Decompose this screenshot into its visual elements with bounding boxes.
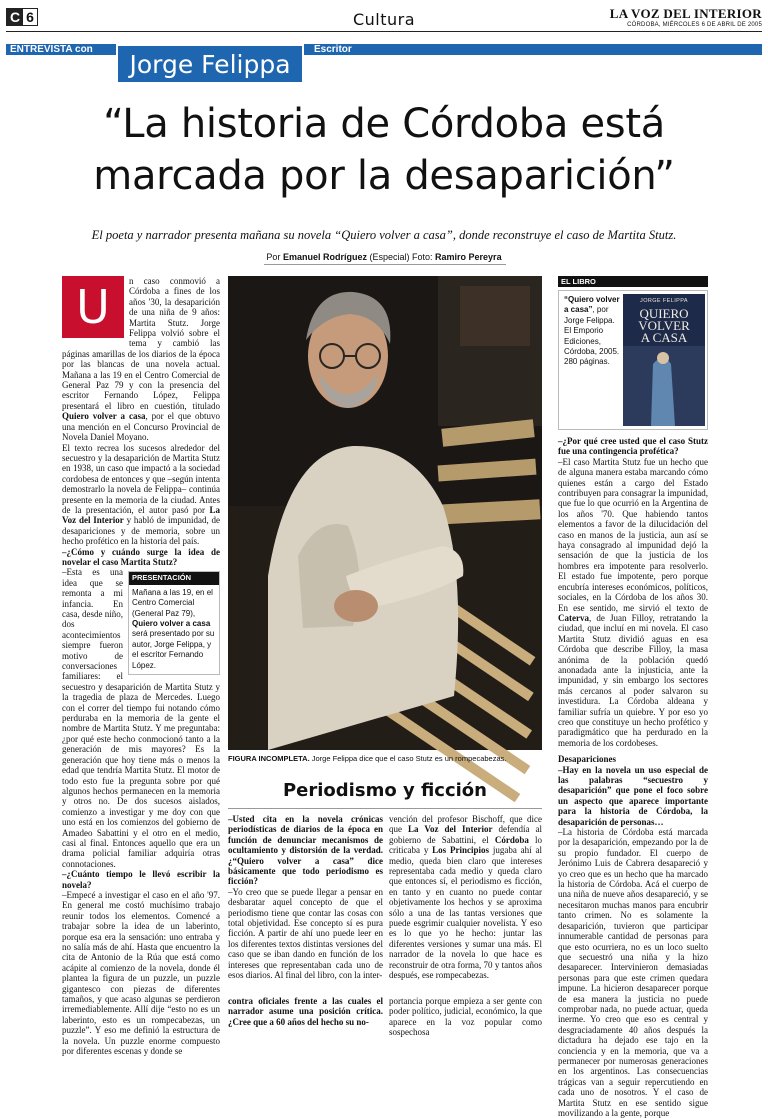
role-label: Escritor	[314, 44, 352, 55]
answer: –Yo creo que se puede llegar a pensar en desbaratar aquel concepto de que el periodismo tiene que contar las cosas con total objetividad. Ese concepto sí es pura ficción. A partir de ahí uno puede leer en los diferentes textos distintas versiones del caso que se iban dando en función de los intereses que representaban cada uno de esos diarios. Al final del libro, con la inter-	[228, 886, 383, 981]
article-column-3	[389, 814, 543, 981]
headline-line-1: “La historia de Córdoba está	[103, 101, 665, 147]
question: –Usted cita en la novela crónicas periodísticas de diarios de la época en función de denunciar mecanismos de ocultamiento y distorsión de la verdad. ¿“Quiero volver a casa” dice básicamente que todo periodismo es ficción?	[228, 814, 383, 887]
issue-date: CÓRDOBA, MIÉRCOLES 6 DE ABRIL DE 2005	[627, 22, 762, 28]
cover-title: QUIERO VOLVER A CASA	[638, 306, 690, 345]
section-title: Cultura	[352, 10, 416, 29]
article-column-3-bottom	[389, 996, 542, 1038]
byline-author: Emanuel Rodríguez	[282, 252, 367, 262]
byline-rule	[264, 264, 506, 265]
presentation-box	[128, 571, 220, 675]
book-details: “Quiero volver a casa”, por Jorge Felippa. El Emporio Ediciones, Córdoba, 2005. 280 páginas.	[564, 295, 620, 367]
paper-logo	[610, 6, 762, 28]
caption-label: FIGURA INCOMPLETA.	[228, 754, 310, 763]
question: –¿Cuánto tiempo le llevó escribir la novela?	[62, 869, 220, 890]
presentation-body: Mañana a las 19, en el Centro Comercial (General Paz 79), Quiero volver a casa será presentado por su autor, Jorge Felippa, y el escritor Fernando López.	[132, 587, 215, 670]
headline-line-2: marcada por la desaparición”	[93, 153, 675, 199]
answer: –El caso Martita Stutz fue un hecho que de alguna manera estaba marcando cómo quienes están a cargo del Estado contribuyen para consagrar la impunidad, que fue lo que ocurrió en la Argentina de los años '70. Que habiendo tantos elementos a favor de la dilucidación del caso en manos de la justicia, aun así se haya consagrado al impunidad dejó la sensación de que la justicia de los hombres era impotente para resolverlo. El estado fue impotente, pero porque encubría intereses económicos, políticos, sociales, en la Córdoba de los años 30. En ese sentido, me sirvió el texto de Caterva, de Juan Filloy, retratando la ciudad, que incluí en mi novela. El caso Martita Stutz dividió aguas en esa Córdoba que describe Filloy, la masa anónima de la población quedó anonadada ante la injusticia, ante la impunidad, y sin embargo los sectores más cercanos al poder salvaron su investidura. La Córdoba aldeana y familiar sufría un quiebre. Y por eso yo creo que constituye un hecho profético y paradigmático que ha perdurado en la memoria de los cordobeses.	[558, 456, 708, 748]
book-box-header: EL LIBRO	[558, 276, 708, 287]
question: contra oficiales frente a las cuales el narrador asume una posición crítica. ¿Cree que a 60 años del hecho su no-	[228, 996, 383, 1027]
portrait-illustration	[228, 276, 542, 750]
answer: vención del profesor Bischoff, que dice que La Voz del Interior defendía al gobierno de Sabattini, el Córdoba lo criticaba y Los Principios jugaba ahí al medio, queda bien claro que intereses representaba cada medio y queda claro que entonces sí, el periodismo es ficción, en tanto y en cuanto no puede contar objetivamente los hechos y se aproxima sólo a una de las tantas versiones que puede esgrimir cualquier novelista. Y eso es lo que yo he hecho: juntar las diferentes versiones y sumar una más. El narrador de la novela lo que hace es reconstruir de otra forma, 70 y tantos años después, ese rompecabezas.	[389, 814, 543, 981]
drop-cap: U	[62, 276, 124, 338]
paper-name: LA VOZ DEL INTERIOR	[609, 6, 762, 21]
answer: portancia porque empieza a ser gente con poder político, judicial, económico, la que aparece en la voz popular como sospechosa	[389, 996, 542, 1038]
answer: –La historia de Córdoba está marcada por la desaparición, empezando por la de su propio fundador. El cuerpo de Jerónimo Luis de Cabrera desapareció y yo creo que es un hecho que ha marcado la historia de Córdoba. Acá el cuerpo de una niña de nueve años desapareció, y se necesitaron muchas manos para encubrir tanto crimen. No es solamente la desaparición, tuvieron que participar innumerable cantidad de personas para que esto ocurriera, no es un loco suelto que secuestró una niña y la hizo desaparecer. Intervinieron demasiadas personas para que este crimen quedara impune. La hicieron desaparecer porque de esa manera la justicia no puede comprobar nada, no puede actuar, queda inerme. Yo creo que eso es central y desgraciadamente 40 años después la dictadura ha dejado ese tajo en la conciencia y en la memoria, que va a permanecer por numerosas generaciones en los argentinos. Las consecuencias trágicas van a seguir repercutiendo en cada uno de nosotros. Y el caso de Martita Stutz en ese sentido sigue movilizando a la gente, porque	[558, 827, 708, 1118]
question: –Hay en la novela un uso especial de las palabras “secuestro y desaparición” que pone el foco sobre un aspecto que aparece importante para la historia de Córdoba, la desaparición de personas…	[558, 764, 708, 827]
article-column-2-bottom	[228, 996, 383, 1027]
page-prefix: C	[7, 9, 23, 25]
question: –¿Cómo y cuándo surge la idea de novelar el caso Martita Stutz?	[62, 546, 220, 567]
deck: El poeta y narrador presenta mañana su novela “Quiero volver a casa”, donde reconstruye el caso de Martita Stutz.	[91, 228, 677, 242]
byline: Por Emanuel Rodríguez (Especial) Foto: Ramiro Pereyra	[266, 252, 502, 262]
article-column-4	[558, 436, 708, 1118]
interview-label: ENTREVISTA con	[10, 44, 93, 55]
interviewee-name: Jorge Felippa	[116, 44, 304, 84]
cover-author: JORGE FELIPPA	[640, 298, 688, 304]
book-cover	[623, 294, 705, 426]
book-box	[558, 290, 708, 430]
answer: –Empecé a investigar el caso en el año '97. En general me costó muchísimo trabajo reunir todos los elementos. Comencé a trabajar sobre la idea de un laberinto, porque esa era la sensación: uno entraba y no salía más de ahí. Hasta que encuentro la cita de Antonio de la Rúa que está como acápite al comienzo de la novela, donde él plantea la figura de un puzzle, un puzzle gigantesco con piezas de diferentes tamaños, y que acaso algunas se perdieron irremediablemente. Allí dije “esto no es un laberinto, esto es un rompecabezas, un puzzle”. Y eso me definió la estructura de la novela. Un puzzle enorme compuesto por diferentes escenas y donde se	[62, 889, 220, 1057]
headline	[20, 98, 748, 202]
caption-text: Jorge Felippa dice que el caso Stutz es un rompecabezas.	[311, 754, 507, 763]
author-photo	[228, 276, 542, 750]
subhead-periodismo: Periodismo y ficción	[282, 780, 487, 801]
page-number: 6	[26, 9, 34, 25]
photo-caption	[228, 754, 542, 763]
subhead-rule	[228, 808, 542, 809]
byline-photographer: Ramiro Pereyra	[435, 252, 502, 262]
question: –¿Por qué cree usted que el caso Stutz fue una contingencia profética?	[558, 436, 708, 457]
book-title: “Quiero volver a casa”	[564, 295, 620, 315]
presentation-header: PRESENTACIÓN	[129, 572, 219, 584]
section-subhead: Desapariciones	[558, 754, 616, 765]
masthead	[6, 6, 762, 32]
intro-paragraph: n caso conmovió a Córdoba a fines de los años '30, la desaparición de una niña de 9 años: Martita Stutz. Jorge Felippa volvió sobre el tema y cambió las páginas amarillas de los diarios de la época por las blancas de una novela actual. Mañana a las 19 en el Centro Comercial de General Paz 79 y con la presencia del escritor Fernando López, Felippa presentará el libro en cuestión, titulado Quiero volver a casa, por el que obtuvo una mención en el Concurso Provincial de Novela Daniel Moyano.	[62, 276, 220, 443]
article-column-2	[228, 814, 383, 981]
article-column-1	[62, 276, 221, 1057]
answer: –Esta es una idea que se remonta a mi infancia. En casa, desde niño, dos acontecimientos siempre fueron motivo de conversaciones familiares: el secuestro y desaparición de Martita Stutz y la tragedia de plaza de Mercedes. Luego con el correr del tiempo fui notando cómo perduraba en la memoria de la gente el nombre de Martita Stutz. Y me preguntaba: ¿por qué este hecho conmocionó tanto a la generación de mis mayores? Es la generación que hoy tiene más o menos la edad que tendría Martita Stutz. El motor de todo esto fue la pregunta sobre por qué algunos hechos permanecen en la memoria y otros no. De dos sucesos aislados, comienzo a investigar y me doy con que uno está en los comienzos del gobierno de Amadeo Sabattini y el otro en el medio, casi al final. Entonces aquello que era un drama policial familiar adquiría otras connotaciones.	[62, 567, 220, 869]
paragraph: El texto recrea los sucesos alrededor del secuestro y la desaparición de Martita Stutz en 1938, un caso que impactó a la sociedad cordobesa de entonces y que –según intenta demostrarlo la novela de Felippa– continúa presente en la memoria de la ciudad. Antes de la presentación, el autor pasó por La Voz del Interior y habló de impunidad, de desapariciones y de memoria, sobre un hecho profético en la historia del país.	[62, 442, 221, 547]
